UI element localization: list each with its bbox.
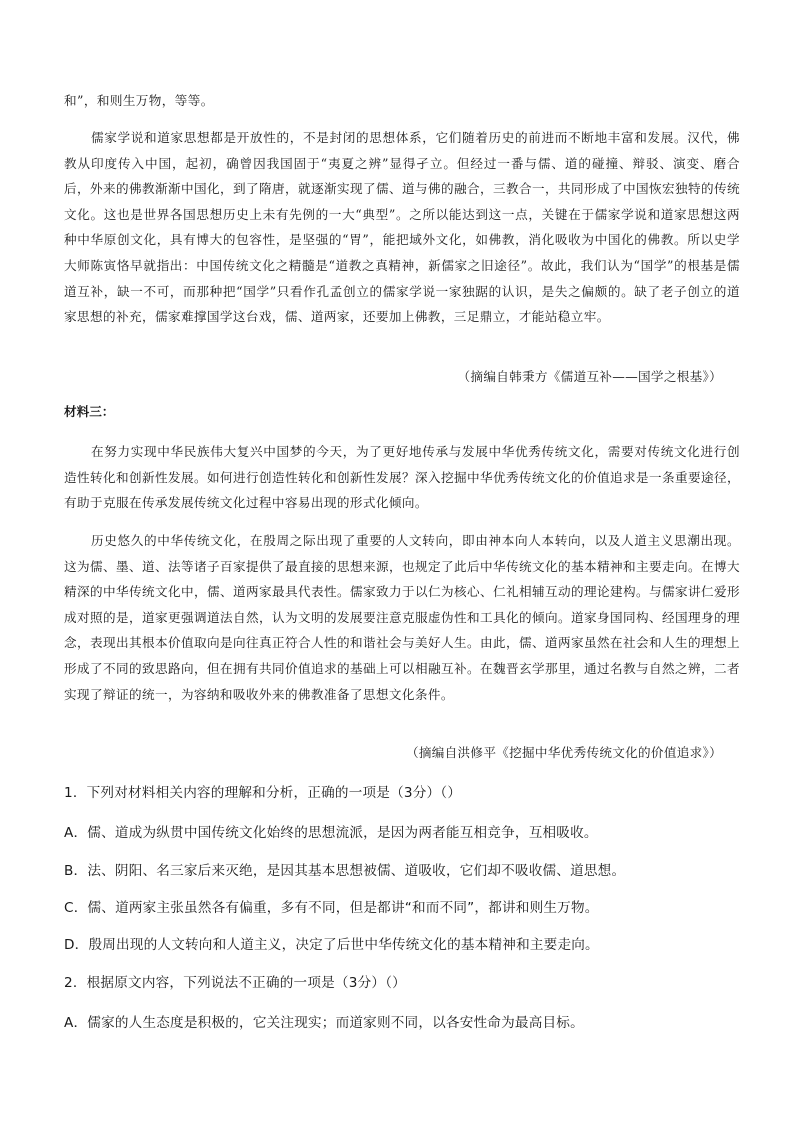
material2-source: （摘编自韩秉方《儒道互补——国学之根基》） [457,369,722,384]
question-1-option-b: B．法、阴阳、名三家后来灭绝，是因其基本思想被儒、道吸收，它们却不吸收儒、道思想。 [64,863,626,879]
material2-paragraph: 儒家学说和道家思想都是开放性的，不是封闭的思想体系，它们随着历史的前进而不断地丰富和发展。汉代，佛教从印度传入中国，起初，确曾因我国固于“夷夏之辨”显得孑立。但经过一番与儒、道的碰撞、辩驳、演变、磨合后，外来的佛教渐渐中国化，到了隋唐，就逐渐实现了儒、道与佛的融合，三教合一，共同形成了中国恢宏独特的传统文化。这也是世界各国思想历史上未有先例的一大“典型”。之所以能达到这一点，关键在于儒家学说和道家思想这两种中华原创文化，具有博大的包容性，是坚强的“胃”，能把域外文化，如佛教，消化吸收为中国化的佛教。所以史学大师陈寅恪早就指出：中国传统文化之精髓是“道教之真精神，新儒家之旧途径”。故此，我们认为“国学”的根基是儒道互补，缺一不可，而那种把“国学”只看作孔孟创立的儒家学说一家独踞的认识，是失之偏颇的。缺了老子创立的道家思想的补充，儒家难撑国学这台戏，儒、道两家，还要加上佛教，三足鼎立，才能站稳立牢。 [64,130,740,325]
question-1-stem: 1．下列对材料相关内容的理解和分析，正确的一项是（3分）（） [64,785,462,801]
material2-tail-text: 和”，和则生万物，等等。 [64,93,214,108]
question-2-option-a: A．儒家的人生态度是积极的，它关注现实；而道家则不同，以各安性命为最高目标。 [64,1015,584,1031]
question-1-option-c: C．儒、道两家主张虽然各有偏重，多有不同，但是都讲“和而不同”，都讲和则生万物。 [64,900,599,916]
question-1-option-d: D．殷周出现的人文转向和人道主义，决定了后世中华传统文化的基本精神和主要走向。 [64,937,599,953]
material3-source: （摘编自洪修平《挖掘中华优秀传统文化的价值追求》） [405,745,722,760]
material3-heading: 材料三： [64,404,115,419]
material3-paragraph-2: 历史悠久的中华传统文化，在殷周之际出现了重要的人文转向，即由神本向人本转向，以及人道主义思潮出现。这为儒、墨、道、法等诸子百家提供了最直接的思想来源，也规定了此后中华传统文化的基本精神和主要走向。在博大精深的中华传统文化中，儒、道两家最具代表性。儒家致力于以仁为核心、仁礼相辅互动的理论建构。与儒家讲仁爱形成对照的是，道家更强调道法自然，认为文明的发展要注意克服虚伪性和工具化的倾向。道家身国同构、经国理身的理念，表现出其根本价值取向是向往真正符合人性的和谐社会与美好人生。由此，儒、道两家虽然在社会和人生的理想上形成了不同的致思路向，但在拥有共同价值追求的基础上可以相融互补。在魏晋玄学那里，通过名教与自然之辨，二者实现了辩证的统一，为容纳和吸收外来的佛教准备了思想文化条件。 [64,533,740,702]
material3-paragraph-1: 在努力实现中华民族伟大复兴中国梦的今天，为了更好地传承与发展中华优秀传统文化，需要对传统文化进行创造性转化和创新性发展。如何进行创造性转化和创新性发展？深入挖掘中华优秀传统文化的价值追求是一条重要途径，有助于克服在传承发展传统文化过程中容易出现的形式化倾向。 [64,444,740,511]
question-2-stem: 2．根据原文内容，下列说法不正确的一项是（3分）（） [64,975,406,991]
question-1-option-a: A．儒、道成为纵贯中国传统文化始终的思想流派，是因为两者能互相竞争，互相吸收。 [64,825,598,841]
